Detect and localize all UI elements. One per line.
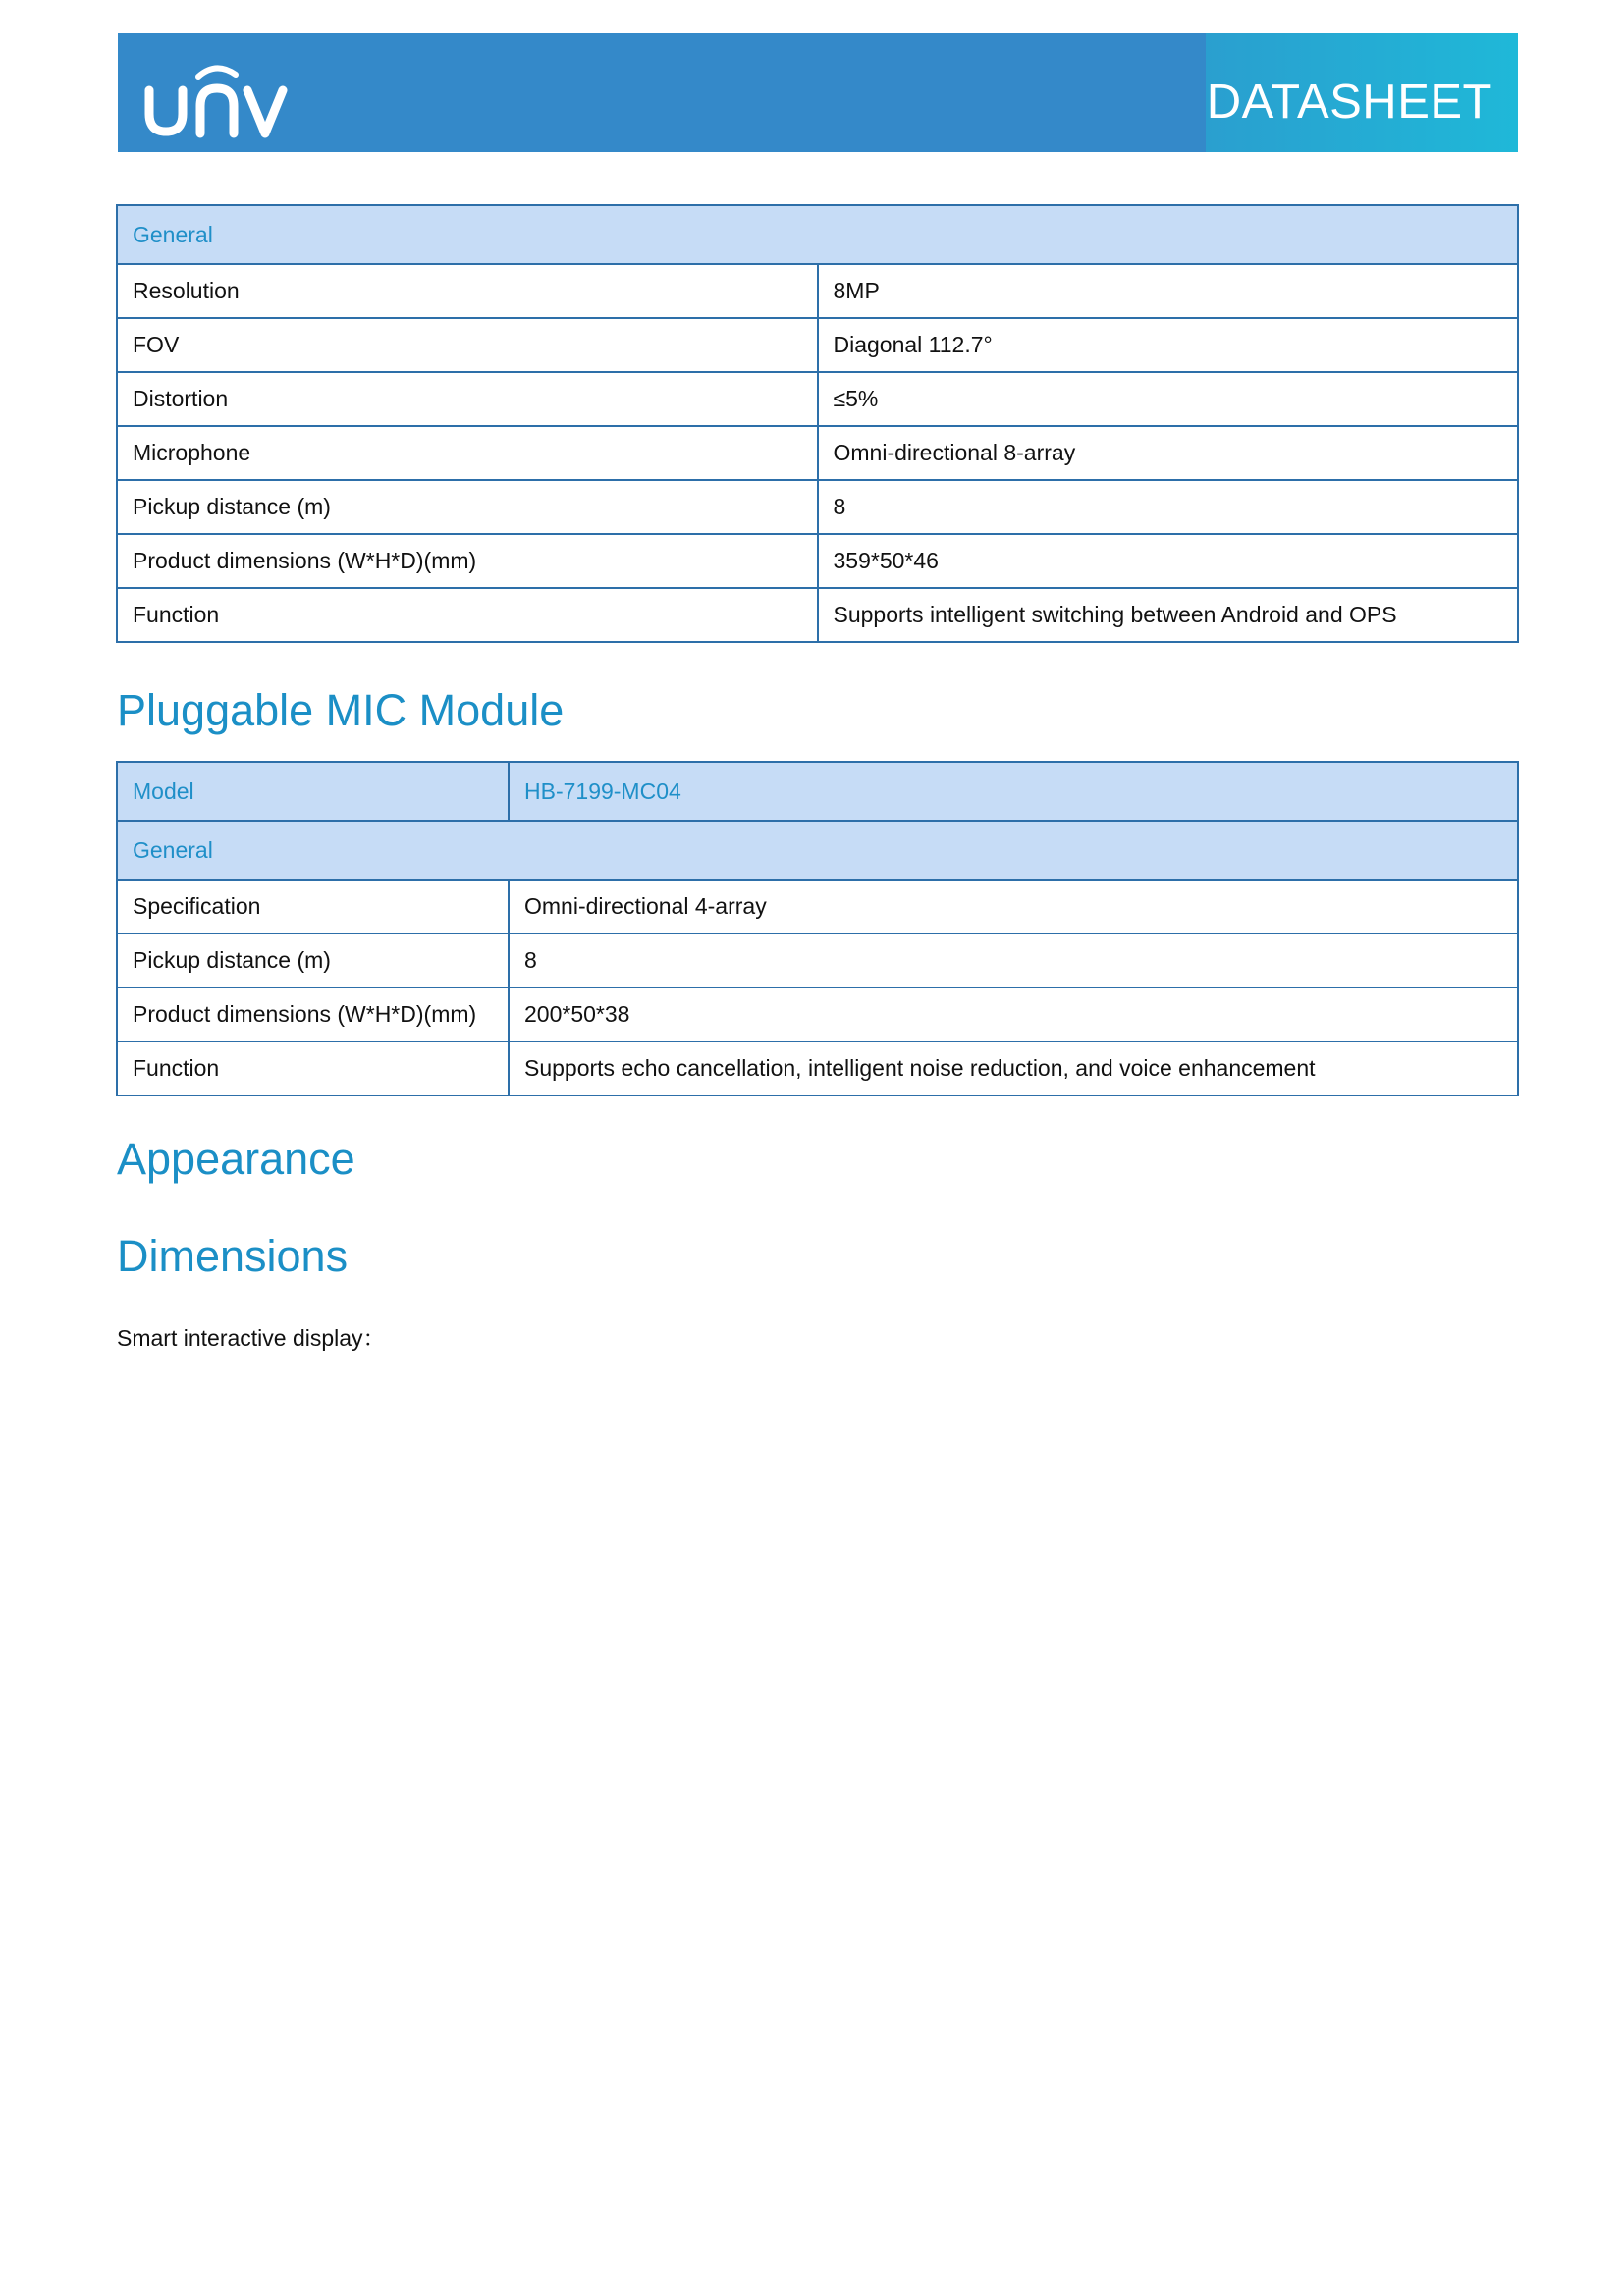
mic-module-heading: Pluggable MIC Module — [117, 685, 565, 735]
row-label: Product dimensions (W*H*D)(mm) — [117, 988, 509, 1041]
row-label: Pickup distance (m) — [117, 480, 818, 534]
table-row — [117, 934, 1518, 988]
row-value: 8MP — [818, 264, 1519, 318]
row-value: Omni-directional 4-array — [509, 880, 1518, 934]
table-row — [117, 318, 1518, 372]
mic-module-spec-table — [116, 761, 1519, 1096]
row-label: Resolution — [117, 264, 818, 318]
table-row — [117, 1041, 1518, 1095]
table-row — [117, 880, 1518, 934]
table-row — [117, 372, 1518, 426]
datasheet-tab — [1206, 33, 1518, 152]
model-value: HB-7199-MC04 — [509, 762, 1518, 821]
model-label: Model — [117, 762, 509, 821]
row-value: 359*50*46 — [818, 534, 1519, 588]
row-label: Pickup distance (m) — [117, 934, 509, 988]
model-row — [117, 762, 1518, 821]
row-label: Product dimensions (W*H*D)(mm) — [117, 534, 818, 588]
table-section-row — [117, 821, 1518, 880]
row-value: Supports intelligent switching between Android and OPS — [818, 588, 1519, 642]
row-label: Microphone — [117, 426, 818, 480]
appearance-heading: Appearance — [117, 1134, 355, 1184]
table-row — [117, 480, 1518, 534]
table-row — [117, 534, 1518, 588]
header-banner — [118, 33, 1518, 152]
section-label: General — [117, 821, 1518, 880]
section-label: General — [117, 205, 1518, 264]
row-label: Specification — [117, 880, 509, 934]
row-label: Function — [117, 588, 818, 642]
row-value: Diagonal 112.7° — [818, 318, 1519, 372]
dimensions-text: Smart interactive display： — [117, 1325, 386, 1351]
row-label: Function — [117, 1041, 509, 1095]
row-label: FOV — [117, 318, 818, 372]
row-value: 8 — [509, 934, 1518, 988]
table-row — [117, 588, 1518, 642]
unv-logo — [143, 55, 291, 143]
table-section-row — [117, 205, 1518, 264]
row-value: ≤5% — [818, 372, 1519, 426]
row-value: 200*50*38 — [509, 988, 1518, 1041]
dimensions-heading: Dimensions — [117, 1231, 349, 1281]
row-value: Supports echo cancellation, intelligent noise reduction, and voice enhancement — [509, 1041, 1518, 1095]
table-row — [117, 264, 1518, 318]
row-value: Omni-directional 8-array — [818, 426, 1519, 480]
row-value: 8 — [818, 480, 1519, 534]
table-row — [117, 988, 1518, 1041]
row-label: Distortion — [117, 372, 818, 426]
datasheet-label: DATASHEET — [1206, 76, 1492, 129]
general-spec-table — [116, 204, 1519, 643]
table-row — [117, 426, 1518, 480]
